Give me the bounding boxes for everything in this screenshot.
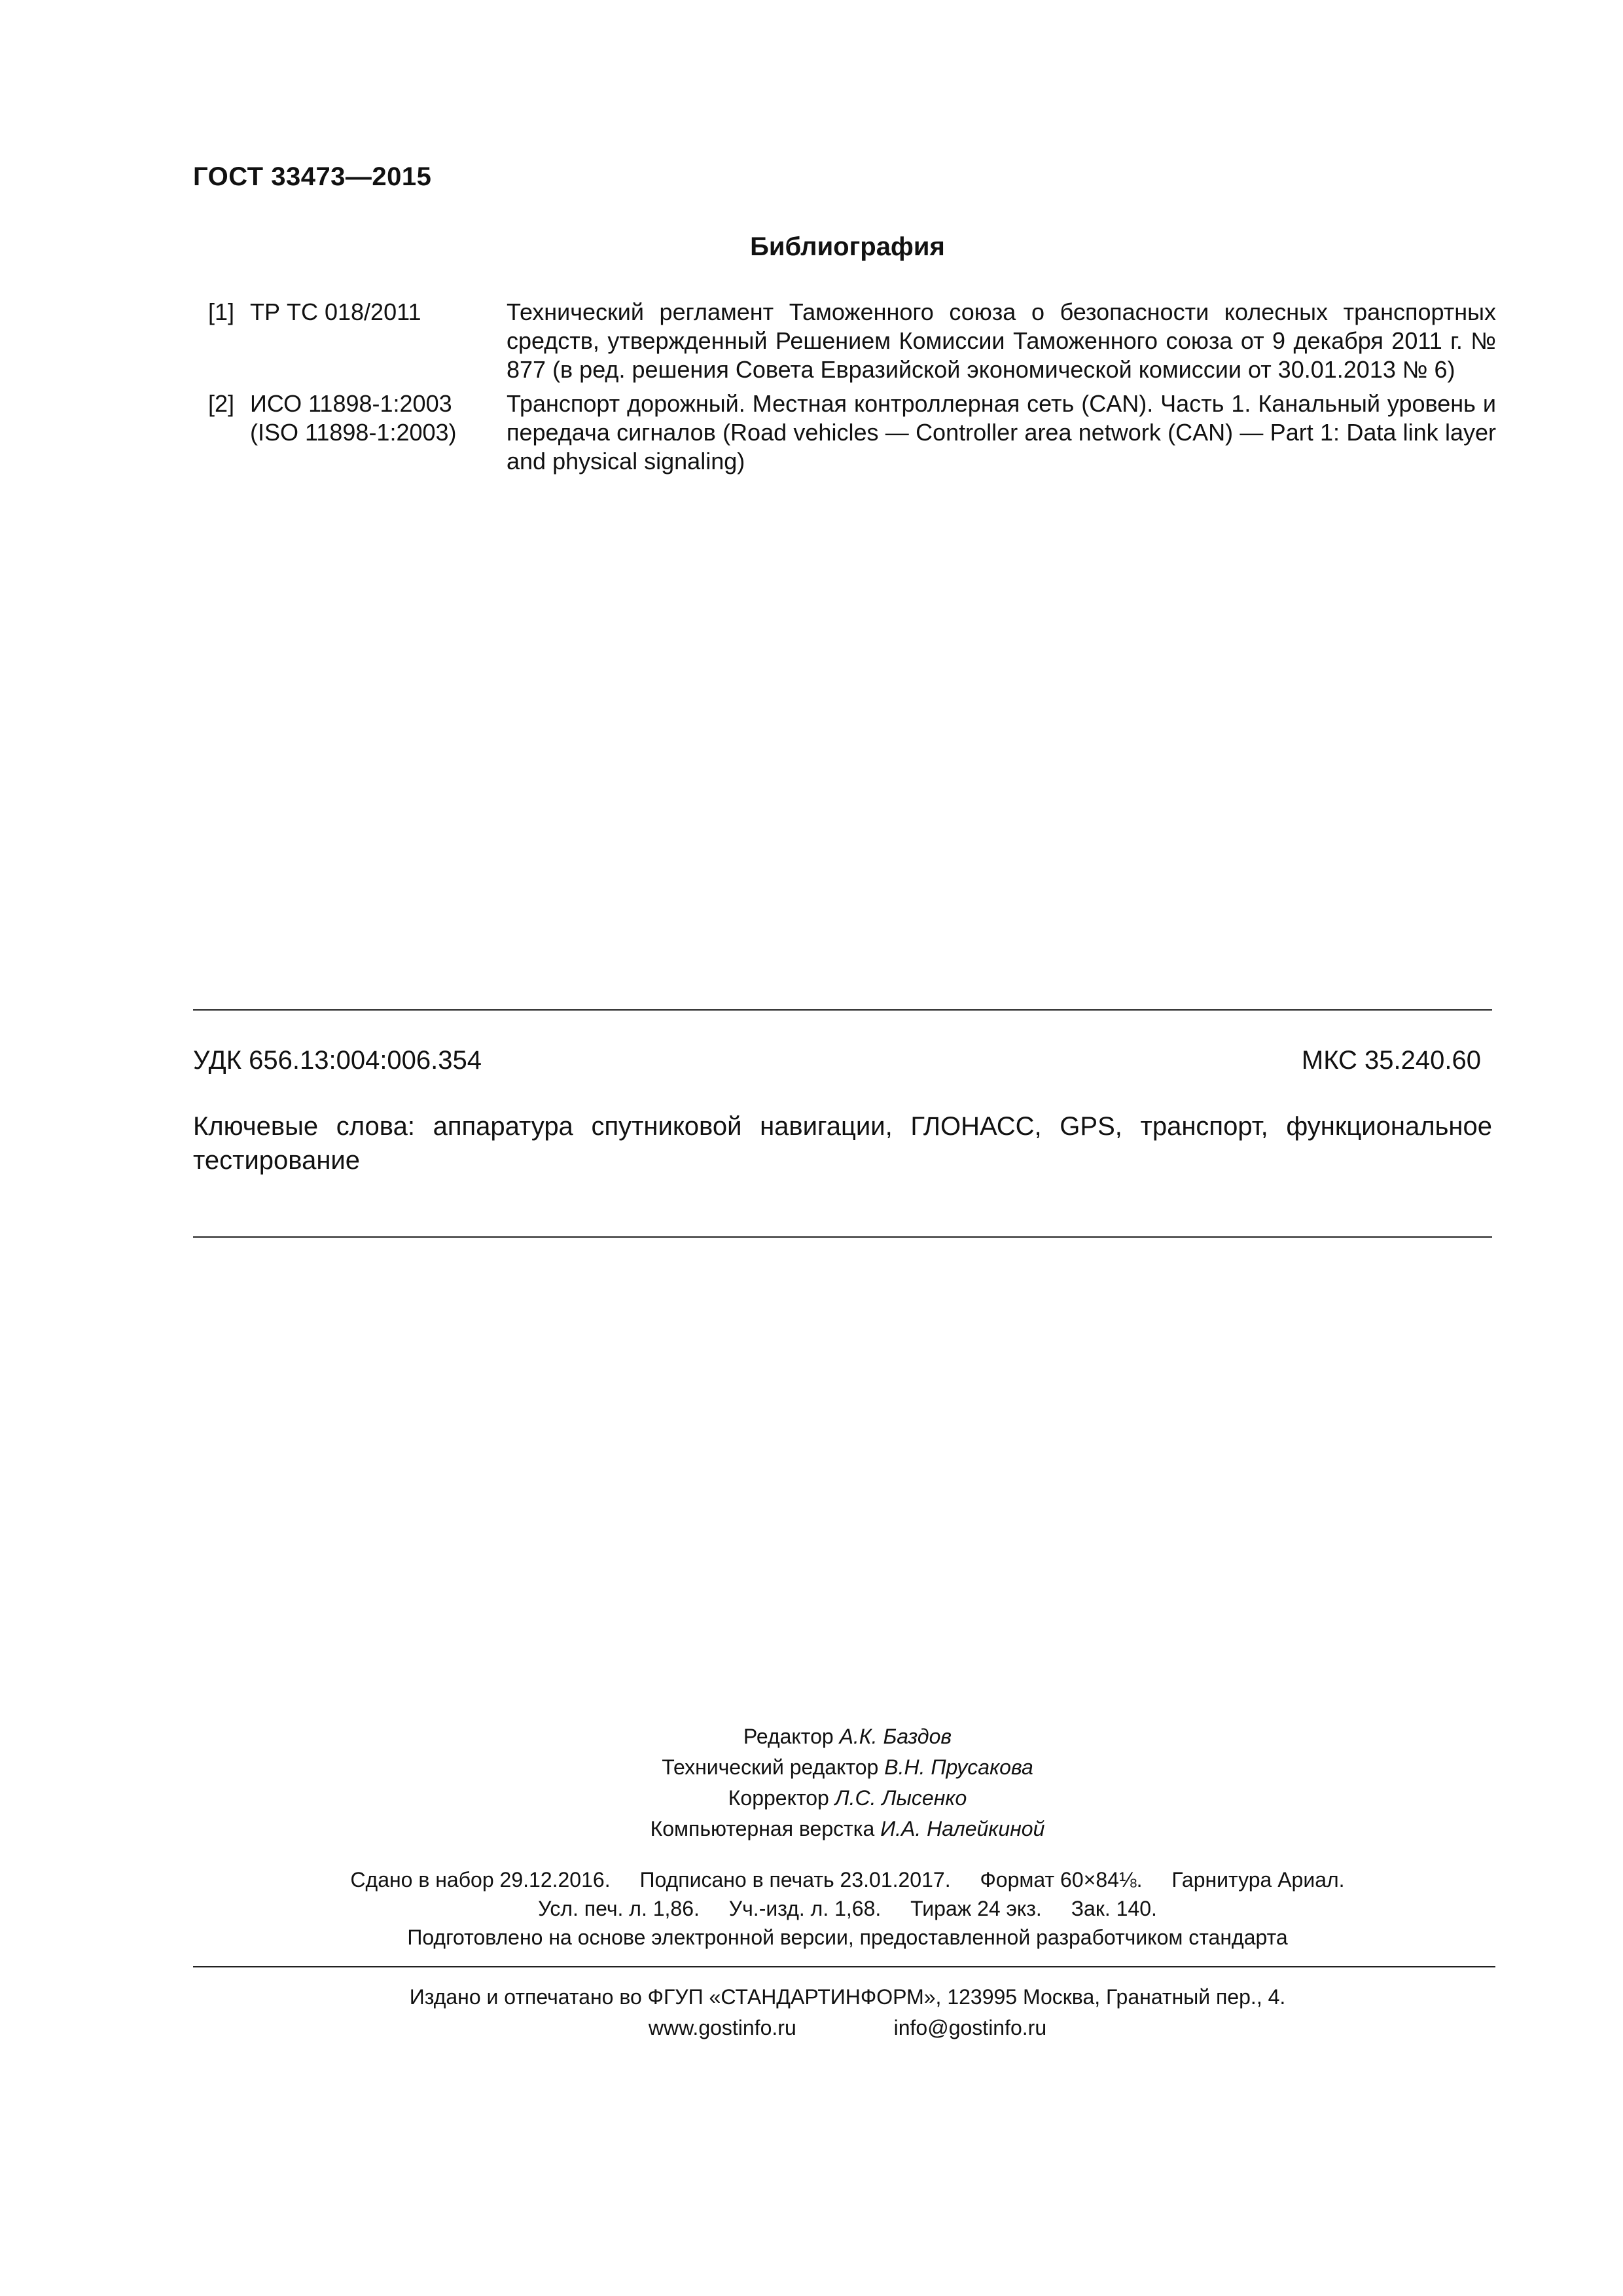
entry-code [250,298,507,384]
divider-top [193,1009,1492,1011]
entry-number: [2] [208,390,235,417]
imprint-item: Уч.-изд. л. 1,68. [728,1897,882,1920]
credit-person: Л.С. Лысенко [834,1786,967,1810]
publisher-block [0,1982,1623,2043]
credit-line [0,1814,1623,1844]
imprint-line [0,1865,1623,1894]
entry-code-line: ИСО 11898-1:2003 [250,390,452,417]
imprint-item: Сдано в набор 29.12.2016. [350,1868,611,1892]
divider-publisher [193,1966,1495,1967]
imprint-item: Тираж 24 экз. [910,1897,1042,1920]
credit-person: И.А. Налейкиной [880,1817,1045,1840]
publisher-email[interactable]: info@gostinfo.ru [893,2016,1047,2039]
imprint-item: Усл. печ. л. 1,86. [538,1897,700,1920]
imprint-item: Зак. 140. [1071,1897,1157,1920]
imprint-item: Формат 60×84⅛. [980,1868,1143,1892]
udk-code: УДК 656.13:004:006.354 [193,1046,482,1075]
bibliography-entry [208,389,1496,476]
credit-line [0,1783,1623,1814]
entry-code [250,389,507,476]
publisher-website[interactable]: www.gostinfo.ru [648,2016,796,2039]
imprint-item: Гарнитура Ариал. [1171,1868,1345,1892]
credit-person: А.К. Баздов [839,1725,952,1748]
divider-keywords [193,1236,1492,1238]
entry-code-line: (ISO 11898-1:2003) [250,419,457,446]
keywords: Ключевые слова: аппаратура спутниковой навигации, ГЛОНАСС, GPS, транспорт, функциональное тестирование [193,1112,1492,1175]
publisher-address: Издано и отпечатано во ФГУП «СТАНДАРТИНФОРМ», 123995 Москва, Гранатный пер., 4. [409,1985,1286,2009]
bibliography-title: Библиография [750,232,945,261]
credits-block [0,1721,1623,1844]
imprint-line: Подготовлено на основе электронной версии, предоставленной разработчиком стандарта [407,1926,1288,1949]
mks-code: МКС 35.240.60 [1301,1046,1481,1075]
credit-role: Корректор [728,1786,829,1810]
entry-description: Транспорт дорожный. Местная контроллерная сеть (CAN). Часть 1. Канальный уровень и передача сигналов (Road vehicles — Controller area network (CAN) — Part 1: Data link layer and physical signaling) [507,390,1496,475]
credit-line [0,1721,1623,1752]
credit-person: В.Н. Прусакова [884,1755,1033,1779]
classification-row [193,1046,1481,1075]
credit-role: Редактор [743,1725,834,1748]
imprint-item: Подписано в печать 23.01.2017. [639,1868,951,1892]
entry-description: Технический регламент Таможенного союза о безопасности колесных транспортных средств, утвержденный Решением Комиссии Таможенного союза от 9 декабря 2011 г. № 877 (в ред. решения Совета Евразийской экономической комиссии от 30.01.2013 № 6) [507,298,1496,383]
imprint-block [0,1865,1623,1952]
credit-line [0,1752,1623,1783]
bibliography-list [208,298,1496,481]
entry-number: [1] [208,298,235,325]
credit-role: Технический редактор [662,1755,879,1779]
imprint-line [0,1894,1623,1923]
credit-role: Компьютерная верстка [650,1817,875,1840]
entry-code-line: ТР ТС 018/2011 [250,298,421,325]
publisher-contacts [0,2013,1623,2043]
bibliography-entry [208,298,1496,384]
standard-number-header: ГОСТ 33473—2015 [193,162,432,191]
